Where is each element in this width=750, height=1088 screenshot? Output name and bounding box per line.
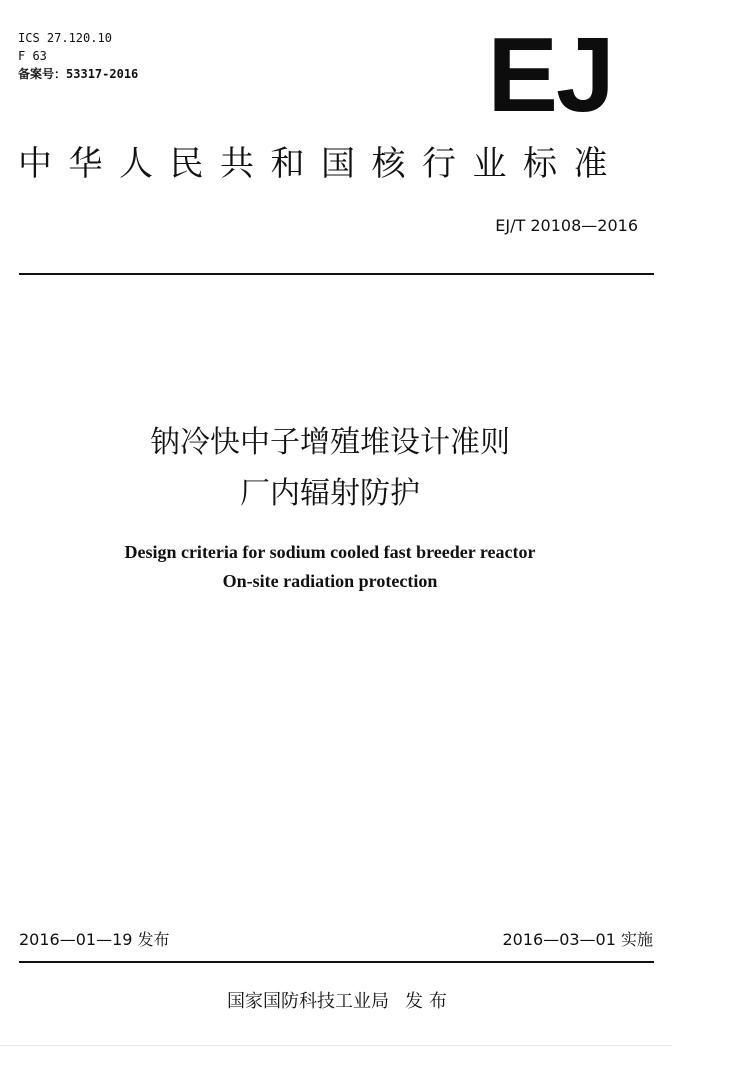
standard-code: EJ/T 20108—2016 xyxy=(495,216,638,235)
implementation-date: 2016—03—01 实施 xyxy=(502,930,653,949)
page-edge-line xyxy=(0,1045,672,1046)
ccs-code: F 63 xyxy=(18,49,47,63)
english-title-line-1: Design criteria for sodium cooled fast breeder reactor xyxy=(124,542,536,562)
publisher xyxy=(0,990,680,1014)
publisher-name: 国家国防科技工业局 xyxy=(227,991,389,1012)
footer-divider xyxy=(19,961,654,963)
filing-value: 53317-2016 xyxy=(66,67,139,81)
publisher-action: 发布 xyxy=(405,991,453,1012)
header-divider xyxy=(19,273,654,275)
filing-label: 备案号： xyxy=(18,67,67,81)
standard-category-title: 中华人民共和国核行业标准 xyxy=(18,144,624,184)
chinese-title-line-1: 钠冷快中子增殖堆设计准则 xyxy=(150,425,510,460)
filing-number xyxy=(18,65,138,83)
ej-logo: EJ xyxy=(487,16,613,134)
chinese-title-line-2: 厂内辐射防护 xyxy=(240,476,420,511)
english-title-line-2: On-site radiation protection xyxy=(222,571,438,591)
issue-date: 2016—01—19 发布 xyxy=(19,930,170,949)
ics-code: ICS 27.120.10 xyxy=(18,31,112,45)
